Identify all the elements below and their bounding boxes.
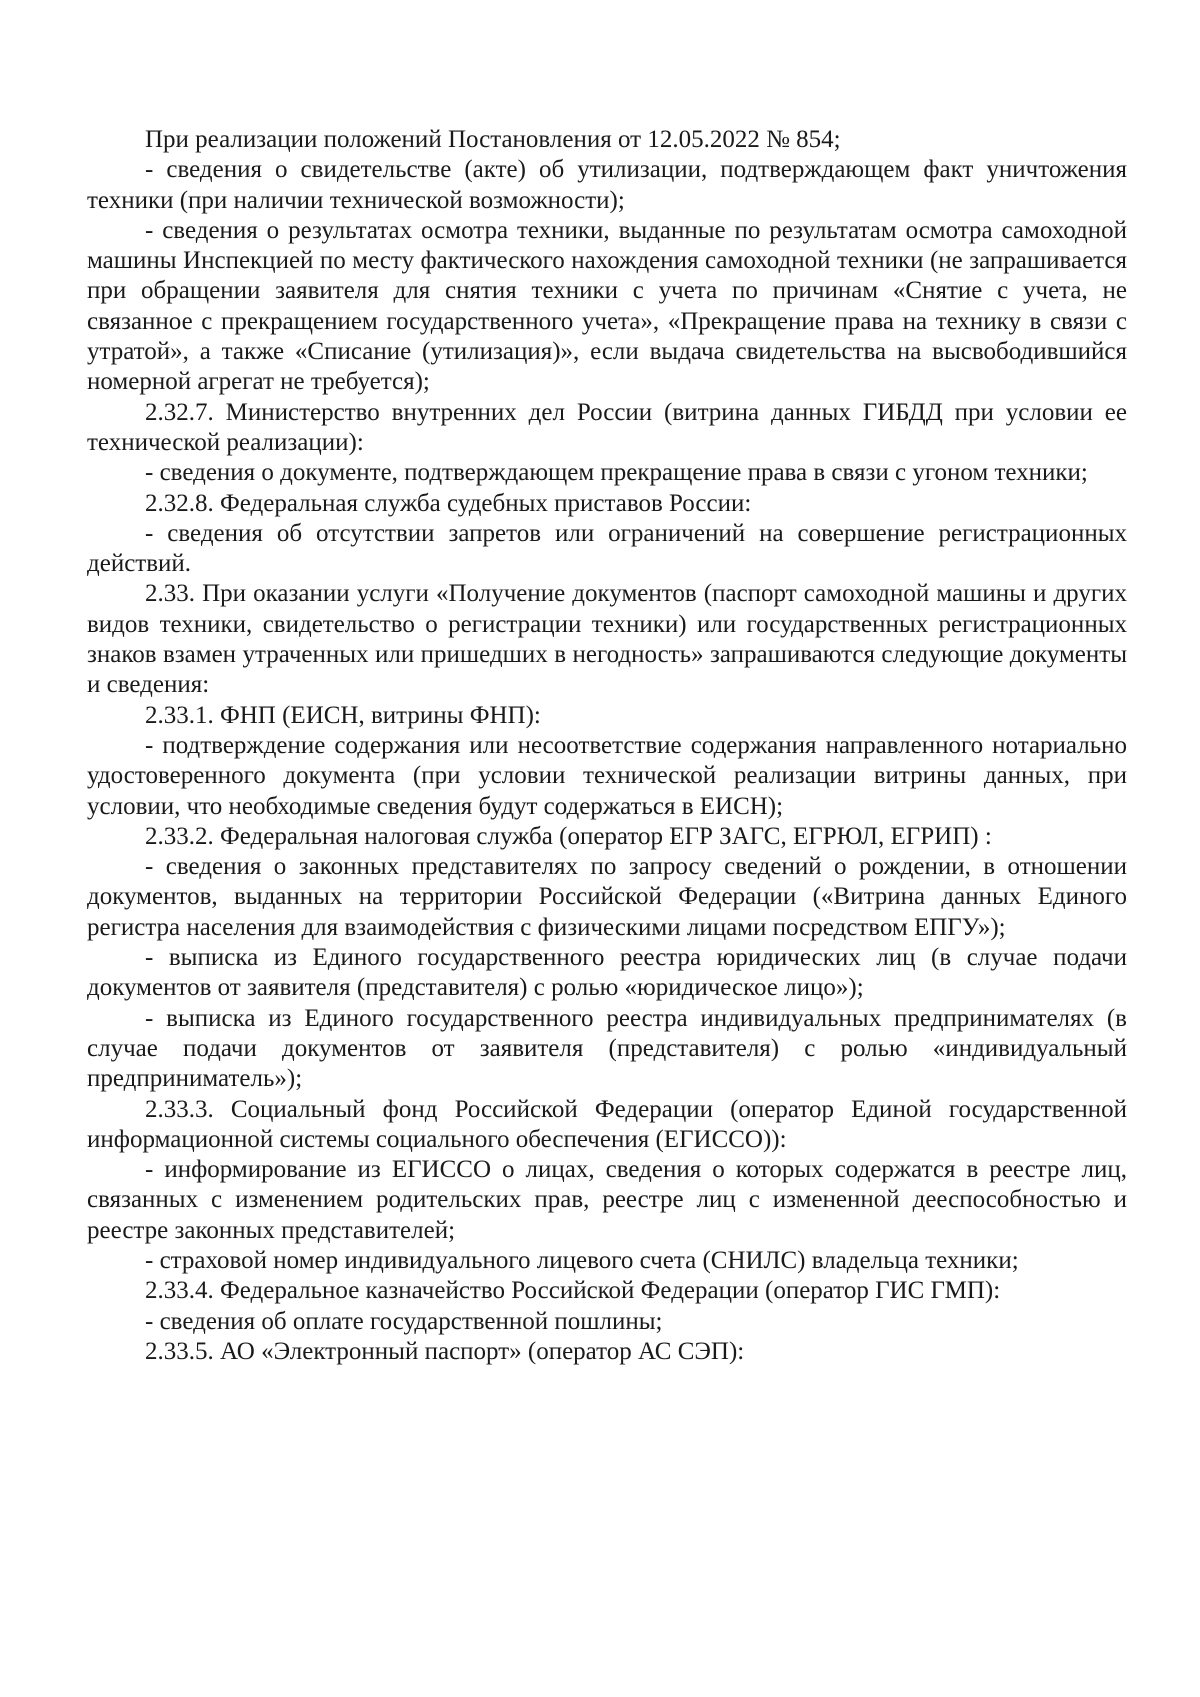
- paragraph-inspection-results: - сведения о результатах осмотра техники, выданные по результатам осмотра самоходной машины Инспекцией по месту фактического нахождения самоходной техники (не запрашивается при обращении заявителя для снятия техники с учета по причинам «Снятие с учета, не связанное с прекращением государственного учета», «Прекращение права на технику в связи с утратой», а также «Списание (утилизация)», если выдача свидетельства на высвободившийся номерной агрегат не требуется);: [87, 216, 1127, 396]
- paragraph-2-32-8: 2.32.8. Федеральная служба судебных приставов России:: [145, 489, 752, 517]
- paragraph-decree-854: При реализации положений Постановления от 12.05.2022 № 854;: [145, 126, 841, 153]
- paragraph-snils: - страховой номер индивидуального лицевого счета (СНИЛС) владельца техники;: [145, 1246, 1019, 1274]
- paragraph-egrip-extract: - выписка из Единого государственного реестра индивидуальных предпринимателях (в случае подачи документов от заявителя (представителя) с ролью «индивидуальный предприниматель»);: [87, 1004, 1127, 1093]
- paragraph-theft-document: - сведения о документе, подтверждающем прекращение права в связи с угоном техники;: [145, 459, 1088, 487]
- paragraph-notarial-document: - подтверждение содержания или несоответствие содержания направленного нотариально удостоверенного документа (при условии технической реализации витрины данных, при условии, что необходимые сведения будут содержаться в ЕИСН);: [87, 731, 1127, 820]
- paragraph-2-33-1: 2.33.1. ФНП (ЕИСН, витрины ФНП):: [145, 701, 541, 729]
- paragraph-no-restrictions: - сведения об отсутствии запретов или ограничений на совершение регистрационных действий.: [87, 519, 1127, 578]
- document-body: [87, 125, 1127, 1367]
- paragraph-2-32-7: 2.32.7. Министерство внутренних дел России (витрина данных ГИБДД при условии ее технической реализации):: [87, 398, 1127, 456]
- paragraph-recycling-certificate: - сведения о свидетельстве (акте) об утилизации, подтверждающем факт уничтожения техники (при наличии технической возможности);: [87, 156, 1127, 214]
- paragraph-2-33-2: 2.33.2. Федеральная налоговая служба (оператор ЕГР ЗАГС, ЕГРЮЛ, ЕГРИП) :: [145, 822, 992, 850]
- paragraph-2-33-5: 2.33.5. АО «Электронный паспорт» (оператор АС СЭП):: [145, 1337, 745, 1365]
- paragraph-legal-representatives: - сведения о законных представителях по запросу сведений о рождении, в отношении документов, выданных на территории Российской Федерации («Витрина данных Единого регистра населения для взаимодействия с физическими лицами посредством ЕПГУ»);: [87, 853, 1127, 941]
- paragraph-state-fee: - сведения об оплате государственной пошлины;: [145, 1307, 663, 1335]
- paragraph-egisso-info: - информирование из ЕГИССО о лицах, сведения о которых содержатся в реестре лиц, связанных с изменением родительских прав, реестре лиц с измененной дееспособностью и реестре законных представителей;: [87, 1156, 1127, 1244]
- paragraph-2-33: 2.33. При оказании услуги «Получение документов (паспорт самоходной машины и других видов техники, свидетельство о регистрации техники) или государственных регистрационных знаков взамен утраченных или пришедших в негодность» запрашиваются следующие документы и сведения:: [87, 580, 1127, 699]
- paragraph-2-33-3: 2.33.3. Социальный фонд Российской Федерации (оператор Единой государственной информационной системы социального обеспечения (ЕГИССО)):: [87, 1095, 1127, 1153]
- paragraph-egrul-extract: - выписка из Единого государственного реестра юридических лиц (в случае подачи документов от заявителя (представителя) с ролью «юридическое лицо»);: [87, 944, 1127, 1002]
- paragraph-2-33-4: 2.33.4. Федеральное казначейство Российской Федерации (оператор ГИС ГМП):: [145, 1277, 1001, 1305]
